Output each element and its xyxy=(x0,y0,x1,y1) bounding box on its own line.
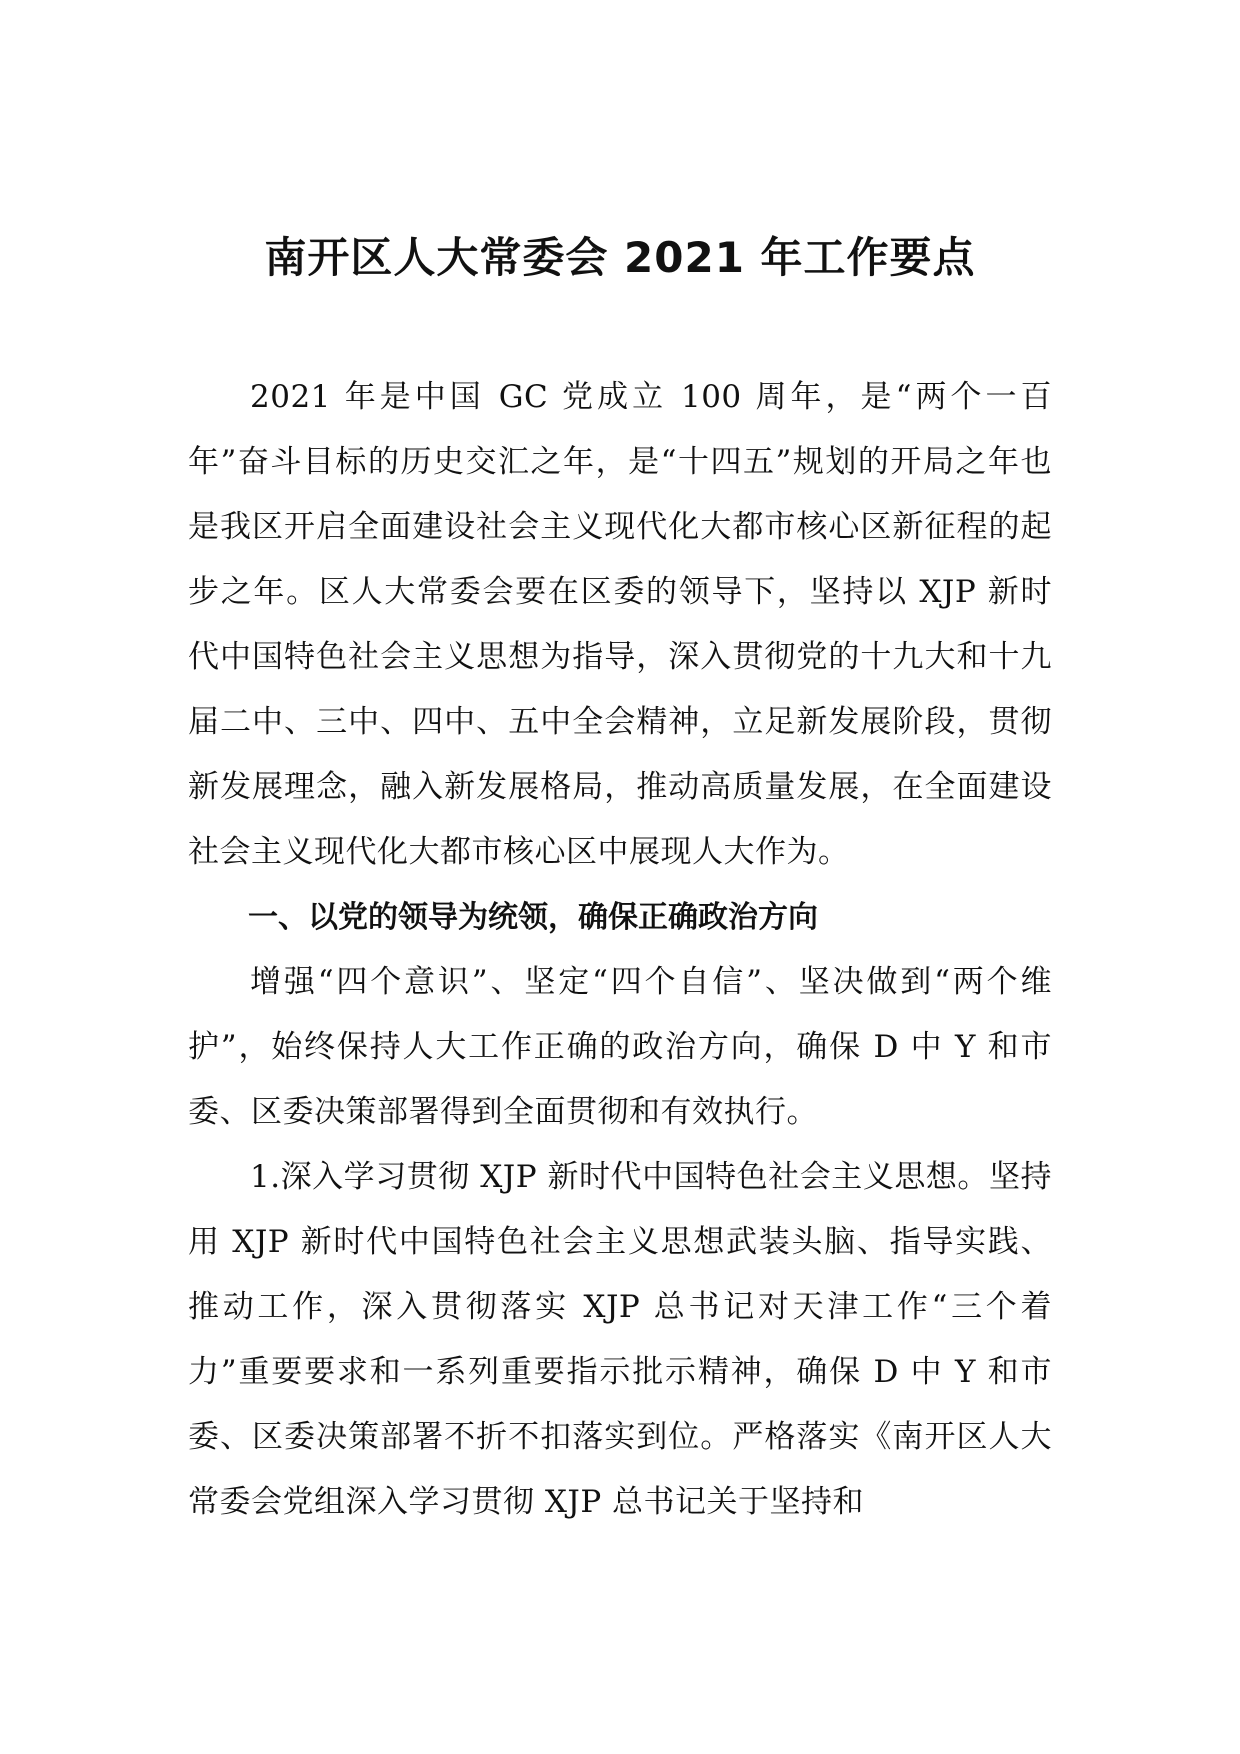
list-item-1: 1.深入学习贯彻 XJP 新时代中国特色社会主义思想。坚持用 XJP 新时代中国特色社会主义思想武装头脑、指导实践、推动工作，深入贯彻落实 XJP 总书记对天津工作“三个着力”重要要求和一系列重要指示批示精神，确保 D 中 Y 和市委、区委决策部署不折不扣落实到位。严格落实《南开区人大常委会党组深入学习贯彻 XJP 总书记关于坚持和 xyxy=(188,1159,1052,1520)
document-body xyxy=(188,365,1052,1535)
section-paragraph: 增强“四个意识”、坚定“四个自信”、坚决做到“两个维护”，始终保持人大工作正确的政治方向，确保 D 中 Y 和市委、区委决策部署得到全面贯彻和有效执行。 xyxy=(188,964,1052,1130)
section-heading: 一、以党的领导为统领，确保正确政治方向 xyxy=(248,900,818,935)
intro-paragraph: 2021 年是中国 GC 党成立 100 周年，是“两个一百年”奋斗目标的历史交汇之年，是“十四五”规划的开局之年也是我区开启全面建设社会主义现代化大都市核心区新征程的起步之年。区人大常委会要在区委的领导下，坚持以 XJP 新时代中国特色社会主义思想为指导，深入贯彻党的十九大和十九届二中、三中、四中、五中全会精神，立足新发展阶段，贯彻新发展理念，融入新发展格局，推动高质量发展，在全面建设社会主义现代化大都市核心区中展现人大作为。 xyxy=(188,379,1052,870)
document-title: 南开区人大常委会 2021 年工作要点 xyxy=(264,233,976,282)
